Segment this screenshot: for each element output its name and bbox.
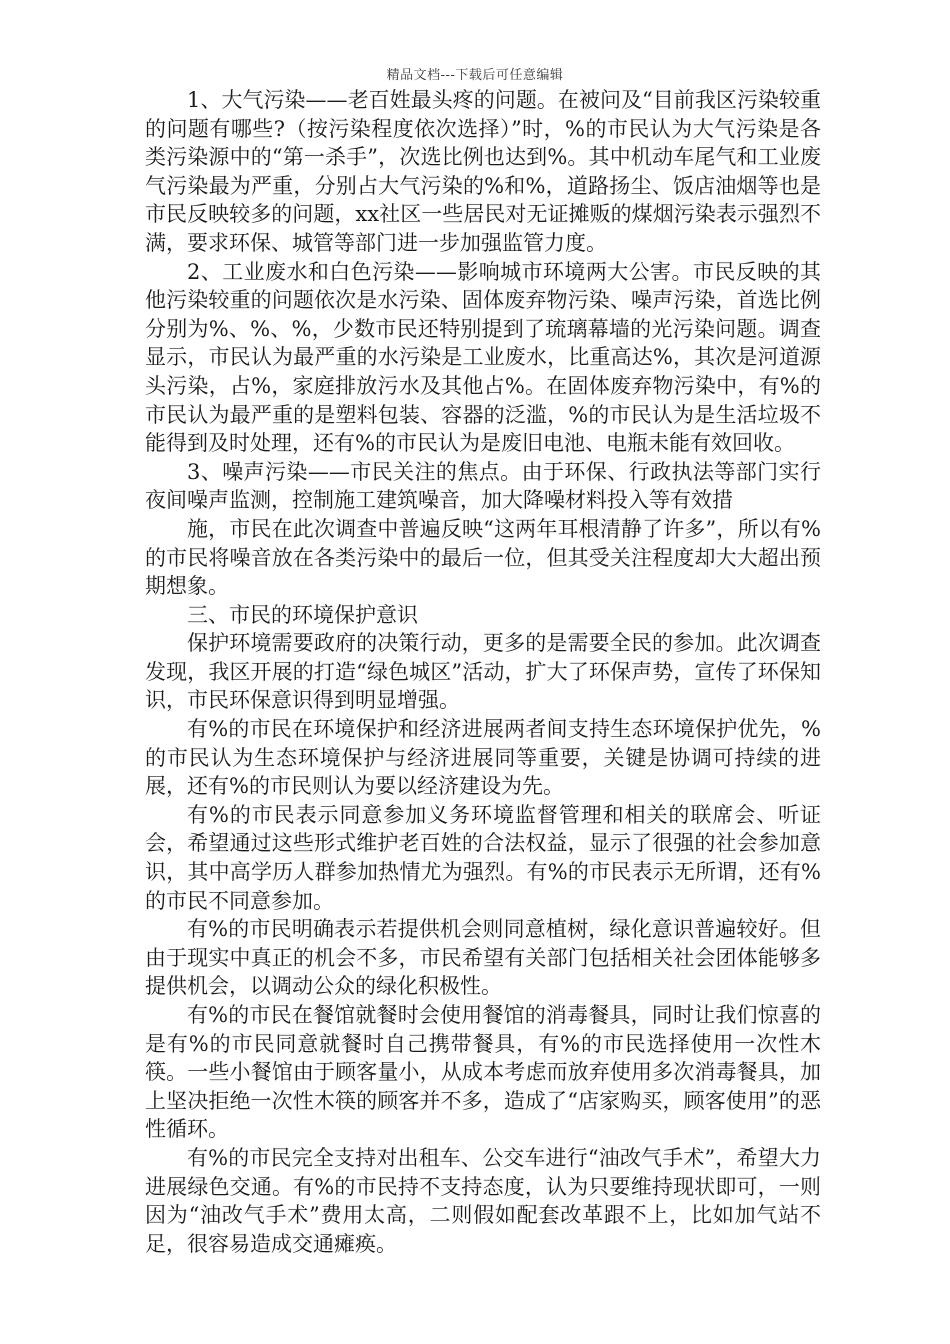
paragraph-green-transport: 有%的市民完全支持对出租车、公交车进行“油改气手术”，希望大力进展绿色交通。有%的市民持不支持态度，认为只要维持现状即可，一则因为“油改气手术”费用太高，二则假如配套改革跟不上，比如加气站不足，很容易造成交通瘫痪。 (145, 1145, 821, 1256)
paragraph-tree-planting: 有%的市民明确表示若提供机会则同意植树，绿化意识普遍较好。但由于现实中真正的机会不多，市民希望有关部门包括相关社会团体能够多提供机会，以调动公众的绿化积极性。 (145, 917, 821, 999)
paragraph-water-waste-pollution: 2、工业废水和白色污染——影响城市环境两大公害。市民反映的其他污染较重的问题依次是水污染、固体废弃物污染、噪声污染，首选比例分别为%、%、%，少数市民还特别提到了琉璃幕墙的光污染问题。调查显示，市民认为最严重的水污染是工业废水，比重高达%，其次是河道源头污染，占%，家庭排放污水及其他占%。在固体废弃物污染中，有%的市民认为最严重的是塑料包装、容器的泛滥，%的市民认为是生活垃圾不能得到及时处理，还有%的市民认为是废旧电池、电瓶未能有效回收。 (145, 259, 821, 456)
page-header: 精品文档---下载后可任意编辑 (386, 68, 564, 83)
paragraph-noise-continued: 施，市民在此次调查中普遍反映“这两年耳根清静了许多”，所以有%的市民将噪音放在各类污染中的最后一位，但其受关注程度却大大超出预期想象。 (145, 516, 821, 599)
paragraph-participation: 有%的市民表示同意参加义务环境监督管理和相关的联席会、听证会，希望通过这些形式维护老百姓的合法权益，显示了很强的社会参加意识，其中高学历人群参加热情尤为强烈。有%的市民表示无所谓，还有%的市民不同意参加。 (145, 802, 821, 913)
paragraph-protection-intro: 保护环境需要政府的决策行动，更多的是需要全民的参加。此次调查发现，我区开展的打造“绿色城区”活动，扩大了环保声势，宣传了环保知识，市民环保意识得到明显增强。 (145, 631, 821, 713)
paragraph-air-pollution: 1、大气污染——老百姓最头疼的问题。在被问及“目前我区污染较重的问题有哪些?（按污染程度依次选择）”时，%的市民认为大气污染是各类污染源中的“第一杀手”，次选比例也达到%。其中机动车尾气和工业废气污染最为严重，分别占大气污染的%和%，道路扬尘、饭店油烟等也是市民反映较多的问题，xx社区一些居民对无证摊贩的煤烟污染表示强烈不满，要求环保、城管等部门进一步加强监管力度。 (145, 88, 821, 255)
document-body (145, 86, 821, 1258)
paragraph-tableware: 有%的市民在餐馆就餐时会使用餐馆的消毒餐具，同时让我们惊喜的是有%的市民同意就餐时自己携带餐具，有%的市民选择使用一次性木筷。一些小餐馆由于顾客量小，从成本考虑而放弃使用多次消毒餐具，加上坚决拒绝一次性木筷的顾客并不多，造成了“店家购买，顾客使用”的恶性循环。 (145, 1003, 821, 1142)
section-heading-awareness: 三、市民的环境保护意识 (187, 602, 418, 627)
paragraph-noise-pollution: 3、噪声污染——市民关注的焦点。由于环保、行政执法等部门实行夜间噪声监测，控制施工建筑噪音，加大降噪材料投入等有效措 (145, 459, 821, 513)
paragraph-ecology-priority: 有%的市民在环境保护和经济进展两者间支持生态环境保护优先，%的市民认为生态环境保护与经济进展同等重要，关键是协调可持续的进展，还有%的市民则认为要以经济建设为先。 (145, 717, 821, 799)
